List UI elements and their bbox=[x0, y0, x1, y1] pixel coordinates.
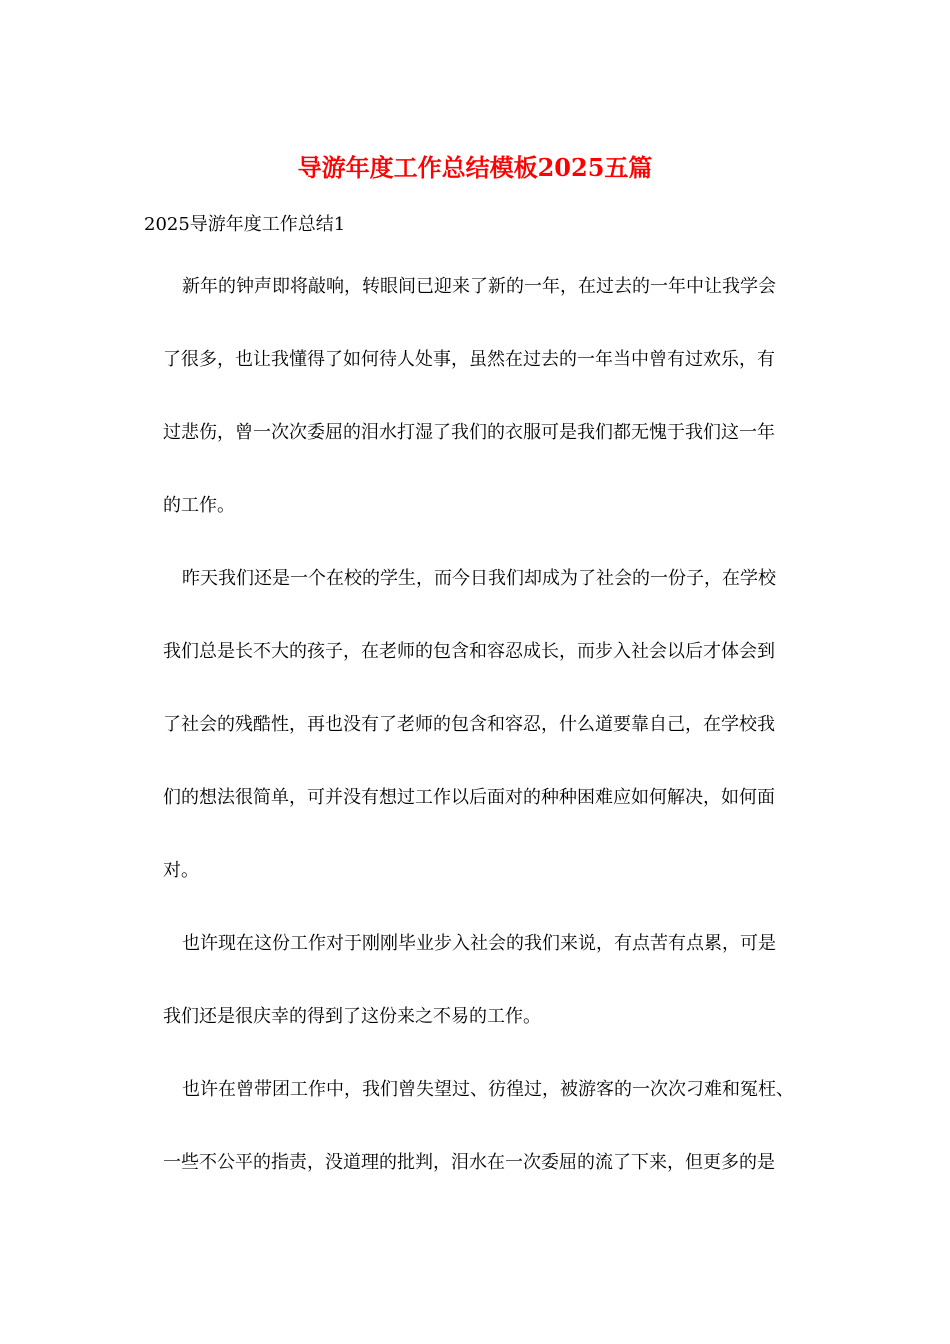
text-line: 们的想法很简单，可并没有想过工作以后面对的种种困难应如何解决，如何面 bbox=[163, 787, 775, 808]
paragraph-1 bbox=[144, 250, 806, 542]
paragraph-4 bbox=[144, 1053, 806, 1199]
text-line: 的工作。 bbox=[163, 495, 235, 516]
text-line: 对。 bbox=[163, 860, 199, 881]
text-line: 昨天我们还是一个在校的学生，而今日我们却成为了社会的一份子，在学校 bbox=[182, 568, 776, 589]
paragraph-2 bbox=[144, 542, 806, 907]
paragraph-3 bbox=[144, 907, 806, 1053]
text-line: 过悲伤，曾一次次委屈的泪水打湿了我们的衣服可是我们都无愧于我们这一年 bbox=[163, 422, 775, 443]
text-line: 了很多，也让我懂得了如何待人处事，虽然在过去的一年当中曾有过欢乐，有 bbox=[163, 349, 775, 370]
document-body bbox=[144, 250, 806, 1199]
document-title: 导游年度工作总结模板2025五篇 bbox=[297, 153, 653, 182]
text-line: 一些不公平的指责，没道理的批判，泪水在一次委屈的流了下来，但更多的是 bbox=[163, 1152, 775, 1173]
text-line: 我们总是长不大的孩子，在老师的包含和容忍成长，而步入社会以后才体会到 bbox=[163, 641, 775, 662]
text-line: 也许在曾带团工作中，我们曾失望过、彷徨过，被游客的一次次刁难和冤枉、 bbox=[182, 1079, 794, 1100]
section-heading: 2025导游年度工作总结1 bbox=[144, 214, 346, 235]
text-line: 也许现在这份工作对于刚刚毕业步入社会的我们来说，有点苦有点累，可是 bbox=[182, 933, 776, 954]
text-line: 我们还是很庆幸的得到了这份来之不易的工作。 bbox=[163, 1006, 541, 1027]
text-line: 了社会的残酷性，再也没有了老师的包含和容忍，什么道要靠自己，在学校我 bbox=[163, 714, 775, 735]
text-line: 新年的钟声即将敲响，转眼间已迎来了新的一年，在过去的一年中让我学会 bbox=[182, 276, 776, 297]
